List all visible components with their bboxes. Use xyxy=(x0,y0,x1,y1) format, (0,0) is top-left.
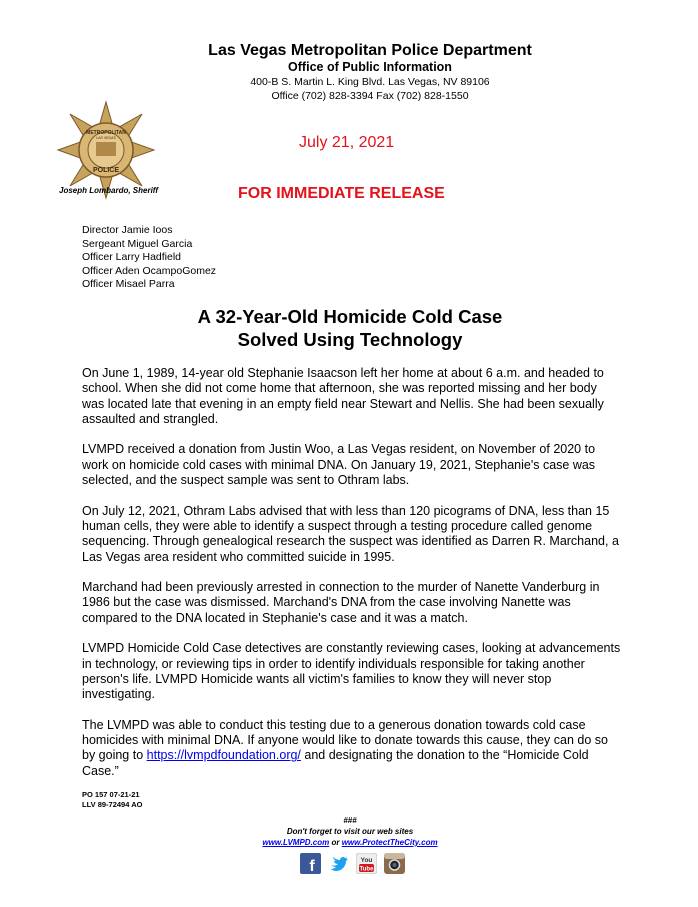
badge-bottom-text: POLICE xyxy=(92,167,120,174)
office-name: Office of Public Information xyxy=(288,60,452,74)
paragraph: LVMPD Homicide Cold Case detectives are constantly reviewing cases, looking at advancements in technology, or reviewing tips in order to identify individuals responsible for taking another person's life. LVMPD Homicide wants all victim's families to know they will never stop investigating. xyxy=(82,641,621,702)
paragraph-text: and designating the donation to the “Homicide Cold Case.” xyxy=(82,748,589,778)
release-date: July 21, 2021 xyxy=(299,134,395,151)
contact-item: Sergeant Miguel Garcia xyxy=(82,237,193,250)
badge-side-text: LAS VEGAS xyxy=(96,136,116,140)
release-label: FOR IMMEDIATE RELEASE xyxy=(238,185,445,202)
contact-item: Officer Aden OcampoGomez xyxy=(82,264,217,277)
paragraph: Marchand had been previously arrested in connection to the murder of Nanette Vanderburg in 1986 but the case was dismissed. Marchand's DNA from the case involving Nanette was compared to the DNA located in Stephanie's case and it was a match. xyxy=(82,580,600,625)
facebook-icon[interactable] xyxy=(300,853,321,874)
paragraph: On June 1, 1989, 14-year old Stephanie Isaacson left her home at about 6 a.m. and headed to school. When she did not come home that afternoon, she was reported missing and her body was located late that evening in an empty field near Stewart and Nellis. She had been sexually assaulted and strangled. xyxy=(82,366,604,426)
social-icons xyxy=(300,853,405,874)
paragraph xyxy=(82,718,622,779)
instagram-icon[interactable] xyxy=(384,853,405,874)
youtube-icon[interactable] xyxy=(356,853,377,874)
twitter-icon[interactable] xyxy=(328,853,349,874)
office-phones: Office (702) 828-3394 Fax (702) 828-1550 xyxy=(271,90,469,102)
contact-list xyxy=(82,224,216,292)
badge-top-text: METROPOLITAN xyxy=(86,130,126,136)
footer-links xyxy=(200,837,500,848)
svg-text:You: You xyxy=(360,857,373,864)
svg-text:f: f xyxy=(309,858,315,874)
contact-item: Director Jamie Ioos xyxy=(82,224,173,236)
paragraph: On July 12, 2021, Othram Labs advised that with less than 120 picograms of DNA, less than 15 human cells, they were able to identify a suspect through a testing procedure called genome sequencing. Through genealogical research the suspect was identified as Darren R. Marchand, a Las Vegas area resident who committed suicide in 1995. xyxy=(82,503,619,564)
po-number: PO 157 07-21-21 xyxy=(82,790,140,799)
paragraph-text: The LVMPD was able to conduct this testing due to a generous donation towards cold case homicides with minimal DNA. If anyone would like to donate towards this cause, they can do so by going to xyxy=(82,717,608,763)
foundation-link[interactable]: https://lvmpdfoundation.org/ xyxy=(146,748,301,763)
contact-item: Officer Larry Hadfield xyxy=(82,251,182,263)
footer-tagline: Don't forget to visit our web sites xyxy=(286,827,414,836)
paragraph: LVMPD received a donation from Justin Woo, a Las Vegas resident, on November of 2020 to work on homicide cold cases with minimal DNA. On January 19, 2021, Stephanie's case was selected, and the suspect sample was sent to Othram labs. xyxy=(82,442,596,488)
headline-line-2: Solved Using Technology xyxy=(237,329,463,350)
protect-the-city-link[interactable]: www.ProtectTheCity.com xyxy=(341,838,438,847)
footer xyxy=(200,815,500,848)
end-marks: ### xyxy=(343,816,357,825)
reference-numbers xyxy=(82,790,142,810)
llv-number: LLV 89-72494 AO xyxy=(82,800,143,809)
contact-item: Officer Misael Parra xyxy=(82,278,175,290)
article-body xyxy=(82,366,622,794)
police-badge-icon xyxy=(56,100,156,200)
office-address: 400-B S. Martin L. King Blvd. Las Vegas, NV 89106 xyxy=(250,76,490,88)
svg-text:Tube: Tube xyxy=(359,866,374,873)
sheriff-name: Joseph Lombardo, Sheriff xyxy=(59,186,158,195)
headline xyxy=(100,305,600,351)
headline-line-1: A 32-Year-Old Homicide Cold Case xyxy=(197,306,503,327)
footer-or: or xyxy=(329,838,342,847)
lvmpd-link[interactable]: www.LVMPD.com xyxy=(262,838,330,847)
department-name: Las Vegas Metropolitan Police Department xyxy=(208,42,532,59)
